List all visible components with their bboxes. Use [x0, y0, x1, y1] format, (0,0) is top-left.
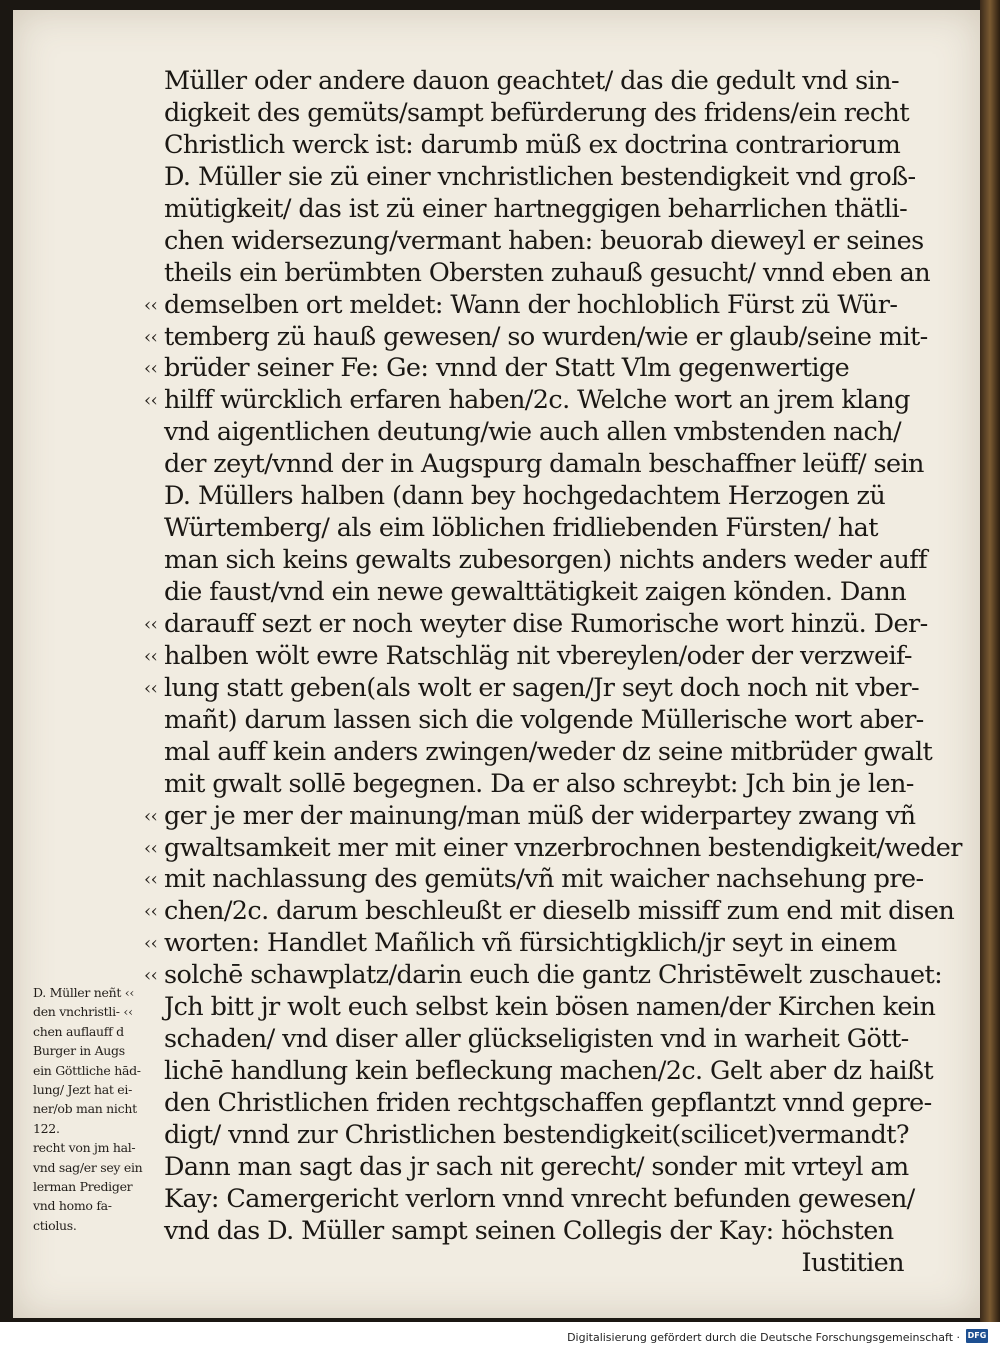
body-line-text: mit gwalt sollē begegnen. Da er also schreybt: Jch bin je len-: [164, 768, 914, 799]
body-line: [164, 417, 904, 449]
marginal-line: recht von jm hal-: [33, 1140, 136, 1156]
body-line: [144, 864, 924, 896]
body-line: [164, 161, 916, 194]
body-line-text: lung statt geben(als wolt er sagen/Jr seyt doch noch nit vber-: [164, 672, 919, 703]
body-line-text: darauff sezt er noch weyter dise Rumorische wort hinzü. Der-: [164, 608, 928, 639]
body-line: [144, 385, 910, 417]
body-line: [164, 66, 904, 98]
body-line: [164, 1248, 904, 1280]
quotation-marker: ‹‹: [144, 294, 158, 316]
marginal-line: ein Göttliche hād-: [33, 1062, 141, 1078]
body-line-text: Jch bitt jr wolt euch selbst kein bösen namen/der Kirchen kein: [164, 992, 936, 1023]
body-line-text: temberg zü hauß gewesen/ so wurden/wie er glaub/seine mit-: [164, 321, 928, 352]
body-line: [164, 257, 931, 290]
quotation-marker: ‹‹: [144, 965, 158, 987]
body-line-text: Iustitien: [801, 1247, 904, 1278]
quotation-marker: ‹‹: [144, 901, 158, 923]
body-line: [164, 225, 924, 258]
marginal-line: den vnchristli- ‹‹: [33, 1004, 133, 1020]
marginal-line: Burger in Augs: [33, 1043, 125, 1059]
marginal-line: vnd homo fa-: [33, 1198, 112, 1214]
body-line-text: ger je mer der mainung/man müß der widerpartey zwang vñ: [164, 800, 916, 831]
body-line: [164, 1119, 909, 1152]
body-line-text: theils ein berümbten Obersten zuhauß gesucht/ vnnd eben an: [164, 257, 931, 288]
quotation-marker: ‹‹: [144, 805, 158, 827]
body-line-text: lichē handlung kein befleckung machen/2c. Gelt aber dz haißt: [164, 1056, 934, 1087]
body-line-text: vnd das D. Müller sampt seinen Collegis der Kay: höchsten: [164, 1215, 894, 1246]
body-line: [164, 449, 924, 481]
marginal-line: vnd sag/er sey ein: [33, 1159, 143, 1175]
body-line: [144, 289, 904, 322]
body-line: [164, 992, 936, 1024]
body-line: [164, 545, 927, 577]
body-line-text: D. Müllers halben (dann bey hochgedachtem Herzogen zü: [164, 481, 886, 512]
body-line-text: die faust/vnd ein newe gewalttätigkeit zaigen könden. Dann: [164, 577, 907, 607]
body-line-text: halben wölt ewre Ratschläg nit vbereylen/oder der verzweif-: [164, 640, 912, 671]
footer-attribution: Digitalisierung gefördert durch die Deutsche Forschungsgemeinschaft ·: [567, 1331, 960, 1344]
quotation-marker: ‹‹: [144, 390, 158, 412]
body-line-text: digt/ vnnd zur Christlichen bestendigkeit(scilicet)vermandt?: [164, 1119, 909, 1150]
body-line: [164, 1183, 915, 1216]
book-spine: [980, 0, 1000, 1322]
quotation-marker: ‹‹: [144, 677, 158, 699]
body-line-text: man sich keins gewalts zubesorgen) nichts anders weder auff: [164, 545, 927, 576]
body-line-text: schaden/ vnd diser aller glückseligisten vnd in warheit Gött-: [164, 1024, 909, 1055]
body-line-text: vnd aigentlichen deutung/wie auch allen vmbstenden nach/: [164, 417, 901, 448]
marginal-line: lung/ Jezt hat ei-: [33, 1081, 132, 1097]
quotation-marker: ‹‹: [144, 869, 158, 891]
marginal-line: ner/ob man nicht: [33, 1101, 137, 1117]
body-line-text: D. Müller sie zü einer vnchristlichen bestendigkeit vnd groß-: [164, 161, 916, 192]
body-line: [144, 640, 912, 673]
body-line: [164, 130, 904, 162]
body-line: [164, 193, 908, 226]
body-line: [164, 768, 914, 801]
body-line-text: den Christlichen friden rechtgschaffen gepflantzt vnnd gepre-: [164, 1088, 932, 1118]
body-line: [144, 321, 928, 354]
body-line: [144, 960, 943, 992]
body-line: [164, 97, 910, 130]
body-line-text: mit nachlassung des gemüts/vñ mit waicher nachsehung pre-: [164, 864, 924, 895]
body-line: [144, 672, 919, 705]
marginal-line: ctiolus.: [33, 1217, 77, 1233]
body-line: [164, 1088, 932, 1120]
body-line: [144, 832, 962, 865]
body-line: [164, 1216, 904, 1248]
body-line-text: mal auff kein anders zwingen/weder dz seine mitbrüder gwalt: [164, 736, 933, 767]
body-line-text: gwaltsamkeit mer mit einer vnzerbrochnen bestendigkeit/weder: [164, 832, 962, 863]
body-line-text: worten: Handlet Mañlich vñ fürsichtigklich/jr seyt in einem: [164, 928, 897, 959]
marginal-line: 122.: [33, 1120, 60, 1136]
body-line: [164, 1024, 909, 1056]
body-line-text: brüder seiner Fe: Ge: vnnd der Statt Vlm gegenwertige: [164, 353, 850, 384]
body-line-text: Dann man sagt das jr sach nit gerecht/ sonder mit vrteyl am: [164, 1151, 909, 1182]
dfg-logo: DFG: [966, 1329, 988, 1343]
quotation-marker: ‹‹: [144, 933, 158, 955]
body-line: [164, 1056, 934, 1088]
body-line-text: mañt) darum lassen sich die volgende Müllerische wort aber-: [164, 704, 924, 735]
body-line-text: digkeit des gemüts/sampt befürderung des fridens/ein recht: [164, 97, 910, 128]
body-line: [164, 577, 907, 609]
quotation-marker: ‹‹: [144, 613, 158, 635]
body-line-text: chen/2c. darum beschleußt er dieselb missiff zum end mit disen: [164, 896, 955, 927]
body-line: [164, 704, 924, 737]
body-line: [144, 353, 904, 385]
body-line: [144, 608, 928, 641]
body-line-text: chen widersezung/vermant haben: beuorab dieweyl er seines: [164, 225, 924, 256]
body-line: [164, 481, 904, 513]
body-line: [144, 928, 904, 960]
marginal-line: chen auflauff d: [33, 1023, 124, 1039]
body-line-text: mütigkeit/ das ist zü einer hartneggigen beharrlichen thätli-: [164, 193, 908, 224]
body-line: [144, 896, 955, 928]
body-line: [164, 513, 904, 545]
body-line-text: der zeyt/vnnd der in Augspurg damaln beschaffner leüff/ sein: [164, 449, 924, 480]
body-line: [164, 1151, 909, 1184]
body-line: [144, 800, 916, 833]
body-line-text: Christlich werck ist: darumb müß ex doctrina contrariorum: [164, 129, 901, 160]
marginal-note: [33, 983, 183, 1235]
body-line-text: hilff würcklich erfaren haben/2c. Welche wort an jrem klang: [164, 385, 910, 416]
quotation-marker: ‹‹: [144, 837, 158, 859]
quotation-marker: ‹‹: [144, 358, 158, 380]
body-line-text: demselben ort meldet: Wann der hochloblich Fürst zü Wür-: [164, 289, 898, 320]
marginal-line: D. Müller neñt ‹‹: [33, 985, 135, 1000]
body-line: [164, 736, 933, 769]
marginal-line: lerman Prediger: [33, 1178, 133, 1194]
body-line-text: Müller oder andere dauon geachtet/ das die gedult vnd sin-: [164, 66, 899, 96]
quotation-marker: ‹‹: [144, 326, 158, 348]
quotation-marker: ‹‹: [144, 645, 158, 667]
body-line-text: solchē schawplatz/darin euch die gantz Christēwelt zuschauet:: [164, 960, 943, 991]
body-text: [144, 66, 962, 1280]
body-line-text: Würtemberg/ als eim löblichen fridliebenden Fürsten/ hat: [164, 513, 878, 544]
body-line-text: Kay: Camergericht verlorn vnnd vnrecht befunden gewesen/: [164, 1183, 915, 1214]
